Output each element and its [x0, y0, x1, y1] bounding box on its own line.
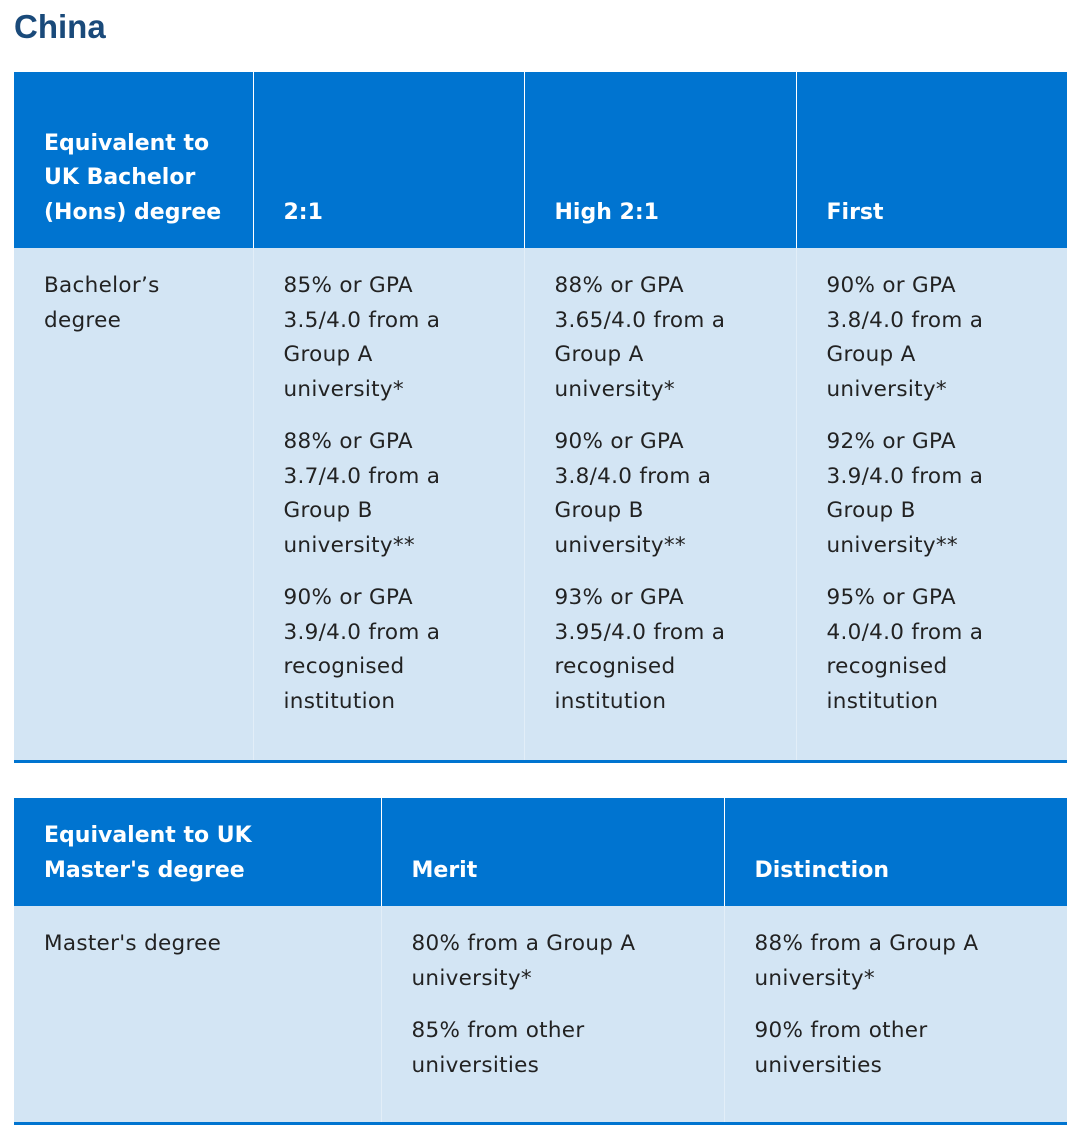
requirement-recognised: 93% or GPA 3.95/4.0 from a recognised institution [554, 585, 726, 714]
requirement-group-b: 88% or GPA 3.7/4.0 from a Group B university** [283, 429, 441, 558]
column-header-high-2-1: High 2:1 [524, 72, 796, 248]
cell-merit [381, 906, 724, 1123]
row-label-bachelors-degree: Bachelor’s degree [14, 248, 253, 761]
column-header-first: First [796, 72, 1067, 248]
column-header-distinction: Distinction [724, 798, 1067, 906]
bachelor-equivalence-table [14, 72, 1067, 763]
requirement-group-a: 90% or GPA 3.8/4.0 from a Group A university* [826, 273, 984, 402]
column-header-equivalent-bachelor: Equivalent to UK Bachelor (Hons) degree [14, 72, 253, 248]
requirement-recognised: 95% or GPA 4.0/4.0 from a recognised institution [826, 585, 984, 714]
cell-2-1 [253, 248, 524, 761]
cell-distinction [724, 906, 1067, 1123]
table-header-row [14, 798, 1067, 906]
master-equivalence-table [14, 798, 1067, 1125]
requirement-group-b: 90% or GPA 3.8/4.0 from a Group B university** [554, 429, 712, 558]
table-header-row [14, 72, 1067, 248]
column-header-merit: Merit [381, 798, 724, 906]
requirement-other: 90% from other universities [754, 1018, 928, 1078]
requirement-group-b: 92% or GPA 3.9/4.0 from a Group B university** [826, 429, 984, 558]
row-label-masters-degree: Master's degree [14, 906, 381, 1123]
requirement-other: 85% from other universities [411, 1018, 585, 1078]
requirement-group-a: 80% from a Group A university* [411, 931, 636, 991]
column-header-2-1: 2:1 [253, 72, 524, 248]
requirement-group-a: 88% or GPA 3.65/4.0 from a Group A university* [554, 273, 726, 402]
requirement-recognised: 90% or GPA 3.9/4.0 from a recognised institution [283, 585, 441, 714]
cell-first [796, 248, 1067, 761]
table-row [14, 906, 1067, 1123]
cell-high-2-1 [524, 248, 796, 761]
table-row [14, 248, 1067, 761]
requirement-group-a: 88% from a Group A university* [754, 931, 979, 991]
requirement-group-a: 85% or GPA 3.5/4.0 from a Group A university* [283, 273, 441, 402]
page-title: China [14, 8, 106, 45]
column-header-equivalent-master: Equivalent to UK Master's degree [14, 798, 381, 906]
